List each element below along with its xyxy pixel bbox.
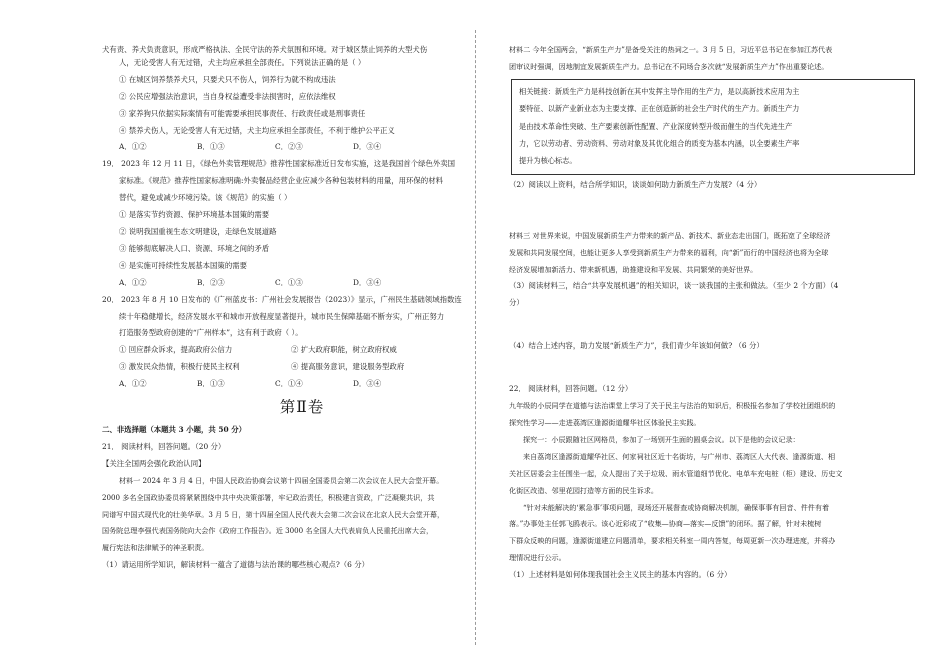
q22-intro-line: 探究性学习——走进荔湾区逢源街道耀华社区体验民主实践。 bbox=[509, 418, 701, 427]
material1-line: 国务院总理李强代表国务院向大会作《政府工作报告》。近 3000 名全国人大代表肩负人民重托出席大会， bbox=[102, 526, 434, 536]
q21-title: 21． 阅读材料，回答问题。（20 分） bbox=[102, 441, 226, 451]
q20-options bbox=[102, 378, 502, 391]
section-title: 二、非选择题（本题共 3 小题，共 50 分） bbox=[102, 425, 246, 435]
q19-item: ② 说明我国重视生态文明建设，走绿色发展道路 bbox=[119, 226, 277, 236]
option-b: B．①③ bbox=[197, 142, 225, 152]
link-box-line: 是由技术革命性突破、生产要素创新性配置、产业深度转型升级而催生的当代先进生产 bbox=[519, 121, 793, 131]
q20-item-row bbox=[102, 344, 502, 357]
q18-text-line: 人，无论受害人有无过错，犬主均应承担全部责任。下列说法正确的是（ ） bbox=[119, 57, 366, 67]
link-box-line: 提升为核心标志。 bbox=[519, 156, 577, 166]
q22-paragraph: 探究一：小辰跟随社区网格员，参加了一场别开生面的圆桌会议。以下是他的会议记录： bbox=[523, 434, 800, 444]
q22-paragraph-line: 关社区居委会主任围坐一起，众人提出了关于垃圾、雨水管道细节优化、电单车充电桩（柜）建设、历史文 bbox=[509, 468, 843, 478]
q18-options bbox=[102, 141, 502, 154]
option-a: A．①② bbox=[119, 379, 147, 389]
q19-options bbox=[102, 277, 502, 290]
q19-text-line: 家标准。《规范》推荐性国家标准明确:外卖餐品经营企业应减少各种包装材料的用量，用环保的材料 bbox=[119, 176, 443, 186]
option-a: A．①② bbox=[119, 277, 147, 287]
material2-line: 团审议时强调，因地制宜发展新质生产力。总书记在不同场合多次就“发展新质生产力”作出重要论述。 bbox=[509, 61, 829, 71]
q20-item: ② 扩大政府职能，树立政府权威 bbox=[291, 345, 397, 355]
q20-item-row bbox=[102, 361, 502, 374]
option-d: D．③④ bbox=[353, 379, 382, 389]
link-box-line: 相关链接：新质生产力是科技创新在其中发挥主导作用的生产力，是以高新技术应用为主 bbox=[519, 86, 800, 96]
q20-item: ① 回应群众诉求，提高政府公信力 bbox=[119, 345, 233, 355]
q19-item: ③ 能够彻底解决人口、资源、环境之间的矛盾 bbox=[119, 243, 270, 253]
q21-theme: 【关注全国两会强化政治认同】 bbox=[102, 458, 206, 468]
q19-item: ④ 是实施可持续性发展基本国策的需要 bbox=[119, 260, 247, 270]
q21-sub3: （3）阅读材料三，结合“共享发展机遇”的相关知识，谈一谈我国的主张和做法。（至少 2 个方面）（4 bbox=[509, 281, 839, 291]
q22-paragraph-line: 下群众反映的问题，逢源街道建立问题清单，要求相关科室一周内答复，每周更新一次办理进度，并将办 bbox=[509, 536, 836, 546]
option-c: C．②③ bbox=[275, 142, 303, 152]
q20-text-line: 续十年稳健增长，经济发展水平和城市开放程度显著提升，城市民生保障基础不断夯实，广州正努力 bbox=[119, 311, 445, 321]
q20-item: ④ 提高服务意识，建设服务型政府 bbox=[291, 362, 405, 372]
q21-sub2: （2）阅读以上资料，结合所学知识，谈谈如何助力新质生产力发展?（4 分） bbox=[509, 179, 762, 189]
q22-paragraph-line: “针对未能解决的‘累急事’事项问题，现场还开展督查或协商解决机制，确保事事有回音、件件有着 bbox=[523, 502, 830, 512]
material1-line: 2000 多名全国政协委员将紧紧围绕中共中央决策部署，牢记政治责任，积极建言资政，广泛凝聚共识，共 bbox=[102, 492, 435, 502]
part-two-title: 第Ⅱ卷 bbox=[279, 398, 325, 417]
q19-text-line: 替代，避免或减少环境污染。该《规范》的实施（ ） bbox=[119, 193, 292, 203]
related-link-box bbox=[511, 79, 915, 175]
link-box-line: 要特征、以新产业新业态为主要支撑、正在创造新的社会生产时代的生产力。新质生产力 bbox=[519, 104, 800, 114]
q22-paragraph-line: 理情况进行公示。 bbox=[509, 553, 566, 563]
material3-line: 发展和共同发展空间，也能让更多人享受到新质生产力带来的福利，向“新”而行的中国经济也将为全球 bbox=[509, 247, 829, 257]
option-d: D．③④ bbox=[353, 142, 382, 152]
q18-item: ④ 禁养犬伤人，无论受害人有无过错，犬主均应承担全部责任，不利于维护公平正义 bbox=[119, 125, 395, 135]
q20-text-line: 20． 2023 年 8 月 10 日发布的《广州蓝皮书：广州社会发展报告（2023）》显示，广州民生基础领域指数连 bbox=[102, 294, 462, 304]
material1-line: 材料一 2024 年 3 月 4 日，中国人民政治协商会议第十四届全国委员会第二次会议在人民大会堂开幕。 bbox=[119, 475, 444, 485]
q21-sub3-cont: 分） bbox=[509, 298, 524, 308]
q19-text-line: 19． 2023 年 12 月 11 日，《绿色外卖管理规范》推荐性国家标准近日发布实施，这是我国首个绿色外卖国 bbox=[102, 159, 456, 169]
q22-title: 22． 阅读材料，回答问题。（12 分） bbox=[509, 384, 633, 394]
q19-item: ① 是落实节约资源、保护环境基本国策的需要 bbox=[119, 210, 270, 220]
q22-paragraph-line: 化街区改造、邻里花园打造等方面的民生诉求。 bbox=[509, 485, 658, 495]
q18-item: ② 公民应增强法治意识，当自身权益遭受非法损害时，应依法维权 bbox=[119, 91, 336, 101]
q18-item: ③ 家养狗只依据实际案情有可能需要承担民事责任、行政责任或是刑事责任 bbox=[119, 108, 366, 118]
option-b: B．①③ bbox=[197, 379, 225, 389]
material1-line: 履行宪法和法律赋予的神圣职责。 bbox=[102, 543, 209, 553]
q22-paragraph-line: 落。”办事处主任郭飞鸥表示。该心近彩成了“收集—协商—落实—反馈”的闭环。据了解，针对未梳树 bbox=[509, 519, 822, 529]
right-column bbox=[509, 44, 917, 582]
q18-text-line: 犬有责、养犬负责意识，形成严格执法、全民守法的养犬氛围和环境。对于城区禁止饲养的大型犬伤 bbox=[102, 45, 428, 54]
link-box-line: 力，它以劳动者、劳动资料、劳动对象及其优化组合的质变为基本内涵，以全要素生产率 bbox=[519, 139, 800, 149]
q20-item: ③ 激发民众热情，积极行使民主权利 bbox=[119, 362, 240, 372]
q22-sub1: （1）上述材料是如何体现我国社会主义民主的基本内容的。（6 分） bbox=[509, 570, 732, 580]
q21-sub4: （4）结合上述内容，助力发展“新质生产力”，我们青少年该如何做? （6 分） bbox=[509, 341, 764, 351]
q20-text-line: 打造服务型政府创建的“广州样本”，这有利于政府（ ）。 bbox=[119, 328, 303, 338]
left-column bbox=[102, 44, 502, 572]
material3-line: 经济发展增加新活力、带来新机遇，助推建设和平发展、共同繁荣的美好世界。 bbox=[509, 264, 758, 274]
option-b: B．②③ bbox=[197, 277, 225, 287]
option-c: C．①③ bbox=[275, 277, 303, 287]
q22-intro-line: 九年级的小辰同学在道德与法治课堂上学习了关于民主与法治的知识后，积极报名参加了学校社团组织的 bbox=[509, 401, 836, 411]
q22-paragraph-line: 来自荔湾区逢源街道耀华社区、何家祠社区近十名街坊，与广州市、荔湾区人大代表、逢源街道、相 bbox=[523, 451, 836, 461]
material3-line: 材料三 对世界来说，中国发展新质生产力带来的新产品、新技术、新业态走出国门，既拓宽了全球经济 bbox=[509, 230, 831, 240]
q21-sub1: （1）请运用所学知识，解读材料一蕴含了道德与法治课的哪些核心观点?（6 分） bbox=[102, 560, 370, 570]
material2-line: 材料二 今年全国两会，“新质生产力”是备受关注的热词之一。3 月 5 日，习近平总书记在参加江苏代表 bbox=[509, 45, 833, 54]
option-c: C．①④ bbox=[275, 379, 303, 389]
q18-item: ① 在城区饲养禁养犬只，只要犬只不伤人，饲养行为就不构成违法 bbox=[119, 74, 336, 84]
option-d: D．③④ bbox=[353, 277, 382, 287]
option-a: A．①② bbox=[119, 142, 147, 152]
material1-line: 同谱写中国式现代化的壮美华章。3 月 5 日，第十四届全国人民代表大会第二次会议在北京人民大会堂开幕， bbox=[102, 509, 445, 519]
